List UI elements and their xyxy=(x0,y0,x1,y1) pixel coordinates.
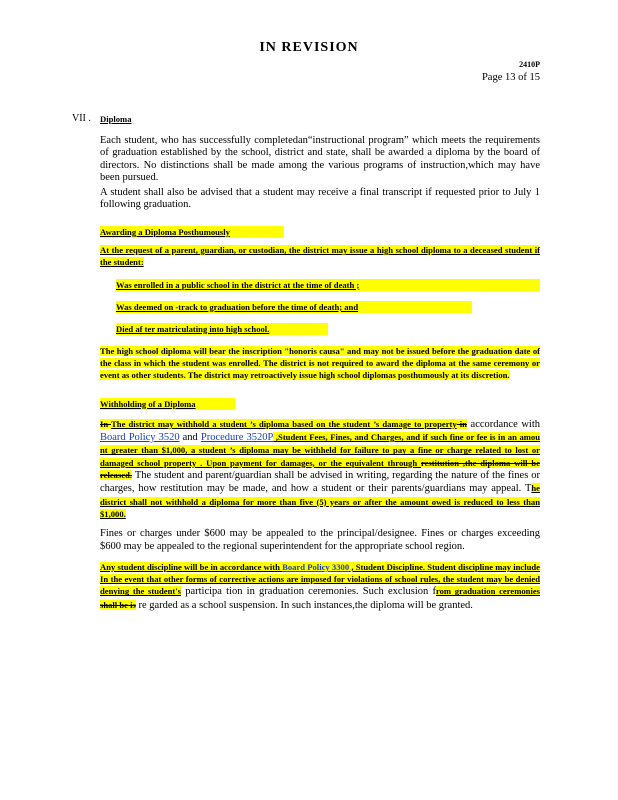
list-item: Was enrolled in a public school in the district at the time of death ; xyxy=(100,279,540,291)
discipline-paragraph: Any student discipline will be in accordance with Board Policy 3300 , Student Discipline. Student discipline may include In the event that other forms of corrective actions are imposed for violations of school rules, the student may be denied denying the student's participa tion in graduation ceremonies. Such exclusion from graduation ceremonies shall be is re garded as a school suspension. In such instances,the diploma will be granted. xyxy=(100,561,540,611)
posthumous-intro: At the request of a parent, guardian, or custodian, the district may issue a high school diploma to a deceased student if the student: xyxy=(100,245,540,268)
section-body xyxy=(100,114,540,612)
policy-code: 2410P xyxy=(519,60,540,69)
withholding-heading: Withholding of a Diploma xyxy=(100,398,235,410)
diploma-paragraph-2: A student shall also be advised that a student may receive a final transcript if requested prior to July 1 following graduation. xyxy=(100,187,540,211)
page-number: Page 13 of 15 xyxy=(481,72,540,83)
board-policy-3520-link[interactable]: Board Policy 3520 xyxy=(100,432,180,444)
page-title: IN REVISION xyxy=(259,40,359,55)
diploma-paragraph-1: Each student, who has successfully completedan“instructional program” which meets the requirements of graduation established by the school, district and state, shall be awarded a diploma by the board of directors. No distinctions shall be made among the various programs of instruction,which may have been pursued. xyxy=(100,135,540,183)
list-item: Was deemed on -track to graduation before the time of death; and xyxy=(100,301,540,313)
board-policy-3300-link[interactable]: Board Policy 3300 xyxy=(282,561,350,572)
procedure-3520p-link[interactable]: Procedure 3520P xyxy=(200,432,274,444)
section-number: VII . xyxy=(72,113,91,124)
withholding-paragraph: In The district may withhold a student ’s diploma based on the student ’s damage to property in accordance with Board Policy 3520 and Procedure 3520P ,Student Fees, Fines, and Charges, and if such fine or fee is in an amou nt greater than $1,000, a student ’s diploma may be withheld for failure to pay a fine or charge related to lost or damaged school property . Upon payment for damages, or the equivalent through restitution ,the diploma will be released. The student and parent/guardian shall be advised in writing, regarding the nature of the fines or charges, how restitution may be made, and how a student or their parents/guardians may appeal. The district shall not withhold a diploma for more than five (5) years or after the amount owed is reduced to less than $1,000. xyxy=(100,418,541,519)
posthumous-bullet-list xyxy=(100,279,540,335)
list-item: Died af ter matriculating into high school. xyxy=(100,323,540,335)
section-heading: Diploma xyxy=(100,114,132,124)
withholding-block xyxy=(100,398,540,612)
appeal-paragraph: Fines or charges under $600 may be appealed to the principal/designee. Fines or charges exceeding $600 may be appealed to the regional superintendent for the appropriate school region. xyxy=(100,528,540,552)
posthumous-block xyxy=(100,226,540,382)
posthumous-heading: Awarding a Diploma Posthumously xyxy=(100,226,284,238)
posthumous-paragraph: The high school diploma will bear the inscription "honoris causa" and may not be issued before the graduation date of the class in which the student was enrolled. The district is not required to award the diploma at the same ceremony or event as other students. The district may retroactively issue high school diplomas posthumously at its discretion. xyxy=(100,345,540,381)
